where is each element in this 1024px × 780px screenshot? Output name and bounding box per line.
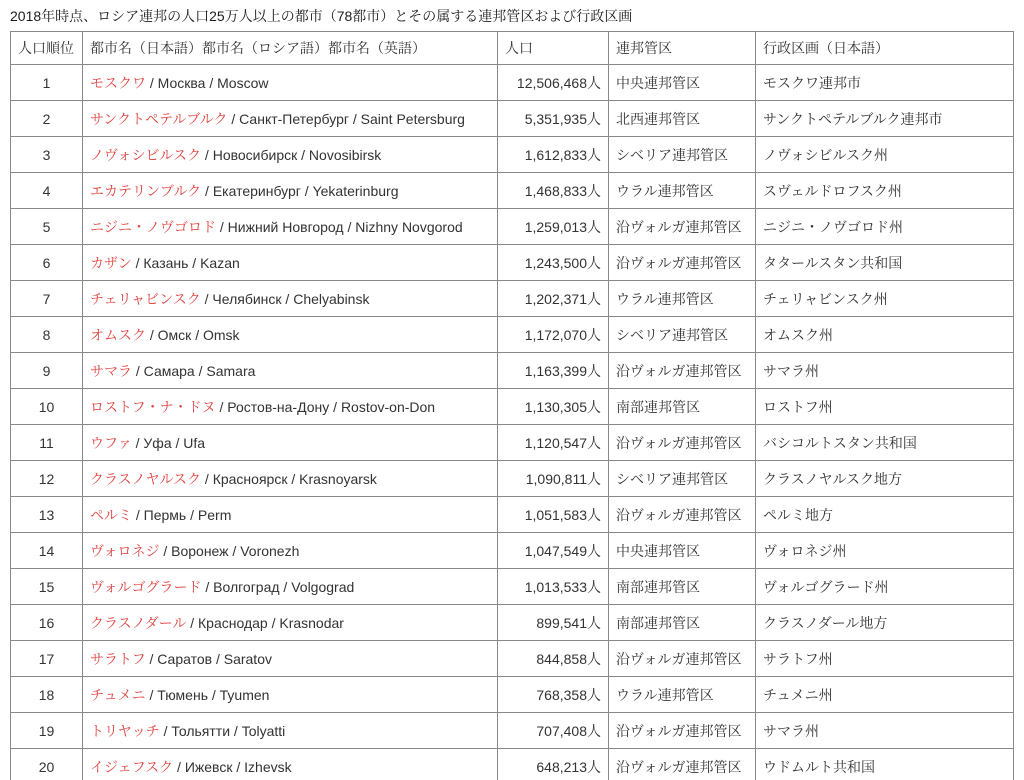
table-row bbox=[11, 713, 1014, 749]
city-name-en: Nizhny Novgorod bbox=[355, 218, 463, 235]
population-cell: 12,506,468人 bbox=[498, 65, 609, 101]
city-name-en: Chelyabinsk bbox=[293, 290, 370, 307]
admin-division-cell: ウドムルト共和国 bbox=[756, 749, 1014, 780]
city-cell bbox=[83, 533, 498, 569]
population-cell: 768,358人 bbox=[498, 677, 609, 713]
city-name-separator: / bbox=[173, 758, 185, 775]
city-name-separator: / bbox=[188, 254, 201, 271]
city-name-separator: / bbox=[207, 686, 220, 703]
population-cell: 1,051,583人 bbox=[498, 497, 609, 533]
city-cell bbox=[83, 569, 498, 605]
city-name-jp: ウファ bbox=[90, 434, 132, 451]
city-name-en: Ufa bbox=[183, 434, 206, 451]
population-cell: 1,172,070人 bbox=[498, 317, 609, 353]
city-name-jp: ニジニ・ノヴゴロド bbox=[90, 218, 216, 235]
city-name-ru: Уфа bbox=[143, 434, 172, 451]
admin-division-cell: チュメニ州 bbox=[756, 677, 1014, 713]
city-cell bbox=[83, 101, 498, 137]
table-row bbox=[11, 281, 1014, 317]
city-name-separator: / bbox=[281, 290, 294, 307]
population-cell: 1,202,371人 bbox=[498, 281, 609, 317]
city-name-separator: / bbox=[131, 254, 144, 271]
col-header-federal-district: 連邦管区 bbox=[609, 32, 756, 65]
city-cell bbox=[83, 605, 498, 641]
population-cell: 844,858人 bbox=[498, 641, 609, 677]
admin-division-cell: ペルミ地方 bbox=[756, 497, 1014, 533]
city-name-separator: / bbox=[279, 578, 292, 595]
city-name-ru: Самара bbox=[143, 362, 195, 379]
table-row bbox=[11, 533, 1014, 569]
city-name-separator: / bbox=[186, 506, 198, 523]
city-name-separator: / bbox=[212, 650, 224, 667]
rank-cell: 19 bbox=[11, 713, 83, 749]
admin-division-cell: オムスク州 bbox=[756, 317, 1014, 353]
table-row bbox=[11, 461, 1014, 497]
city-name-jp: ノヴォシビルスク bbox=[90, 146, 202, 163]
city-name-en: Moscow bbox=[217, 74, 269, 91]
rank-cell: 10 bbox=[11, 389, 83, 425]
city-name-separator: / bbox=[216, 218, 228, 235]
city-name-separator: / bbox=[267, 614, 280, 631]
city-name-jp: チェリャビンスク bbox=[90, 290, 201, 307]
federal-district-cell: 沿ヴォルガ連邦管区 bbox=[609, 425, 756, 461]
city-name-ru: Саратов bbox=[157, 650, 213, 667]
admin-division-cell: サンクトペテルブルク連邦市 bbox=[756, 101, 1014, 137]
city-name-ru: Санкт-Петербург bbox=[239, 110, 349, 127]
city-name-separator: / bbox=[200, 290, 213, 307]
admin-division-cell: ヴォルゴグラード州 bbox=[756, 569, 1014, 605]
city-name-separator: / bbox=[132, 506, 144, 523]
rank-cell: 4 bbox=[11, 173, 83, 209]
city-cell bbox=[83, 677, 498, 713]
admin-division-cell: サマラ州 bbox=[756, 713, 1014, 749]
federal-district-cell: シベリア連邦管区 bbox=[609, 317, 756, 353]
table-row bbox=[11, 353, 1014, 389]
city-name-jp: サマラ bbox=[90, 362, 132, 379]
city-name-en: Samara bbox=[206, 362, 256, 379]
admin-division-cell: スヴェルドロフスク州 bbox=[756, 173, 1014, 209]
city-name-ru: Москва bbox=[157, 74, 206, 91]
city-cell bbox=[83, 389, 498, 425]
table-row bbox=[11, 101, 1014, 137]
federal-district-cell: 沿ヴォルガ連邦管区 bbox=[609, 641, 756, 677]
admin-division-cell: ヴォロネジ州 bbox=[756, 533, 1014, 569]
rank-cell: 20 bbox=[11, 749, 83, 780]
city-name-separator: / bbox=[159, 542, 172, 559]
population-cell: 1,047,549人 bbox=[498, 533, 609, 569]
city-name-ru: Волгоград bbox=[213, 578, 280, 595]
population-cell: 899,541人 bbox=[498, 605, 609, 641]
federal-district-cell: 沿ヴォルガ連邦管区 bbox=[609, 749, 756, 780]
city-name-ru: Ростов-на-Дону bbox=[227, 398, 330, 415]
admin-division-cell: ノヴォシビルスク州 bbox=[756, 137, 1014, 173]
population-cell: 1,468,833人 bbox=[498, 173, 609, 209]
city-name-separator: / bbox=[232, 758, 245, 775]
cities-table bbox=[10, 31, 1014, 780]
city-cell bbox=[83, 245, 498, 281]
city-name-ru: Пермь bbox=[143, 506, 187, 523]
federal-district-cell: 中央連邦管区 bbox=[609, 533, 756, 569]
federal-district-cell: ウラル連邦管区 bbox=[609, 677, 756, 713]
rank-cell: 1 bbox=[11, 65, 83, 101]
city-cell bbox=[83, 137, 498, 173]
city-name-separator: / bbox=[287, 470, 300, 487]
federal-district-cell: ウラル連邦管区 bbox=[609, 173, 756, 209]
city-cell bbox=[83, 209, 498, 245]
rank-cell: 9 bbox=[11, 353, 83, 389]
col-header-population: 人口 bbox=[498, 32, 609, 65]
rank-cell: 3 bbox=[11, 137, 83, 173]
city-name-separator: / bbox=[146, 74, 158, 91]
table-row bbox=[11, 749, 1014, 780]
city-cell bbox=[83, 749, 498, 780]
city-name-en: Volgograd bbox=[291, 578, 355, 595]
header-row bbox=[11, 32, 1014, 65]
population-cell: 707,408人 bbox=[498, 713, 609, 749]
city-name-en: Izhevsk bbox=[244, 758, 292, 775]
col-header-rank: 人口順位 bbox=[11, 32, 83, 65]
col-header-city: 都市名（日本語）都市名（ロシア語）都市名（英語） bbox=[83, 32, 498, 65]
city-name-ru: Омск bbox=[157, 326, 192, 343]
federal-district-cell: 沿ヴォルガ連邦管区 bbox=[609, 353, 756, 389]
city-name-separator: / bbox=[201, 146, 213, 163]
city-name-jp: サラトフ bbox=[90, 650, 146, 667]
admin-division-cell: ニジニ・ノヴゴロド州 bbox=[756, 209, 1014, 245]
federal-district-cell: ウラル連邦管区 bbox=[609, 281, 756, 317]
population-cell: 1,163,399人 bbox=[498, 353, 609, 389]
page-title: 2018年時点、ロシア連邦の人口25万人以上の都市（78都市）とその属する連邦管区および行政区画 bbox=[10, 8, 633, 24]
table-row bbox=[11, 497, 1014, 533]
city-name-en: Tolyatti bbox=[241, 722, 286, 739]
city-cell bbox=[83, 497, 498, 533]
city-name-ru: Ижевск bbox=[184, 758, 233, 775]
rank-cell: 5 bbox=[11, 209, 83, 245]
city-name-en: Saratov bbox=[223, 650, 272, 667]
city-name-jp: オムスク bbox=[90, 326, 146, 343]
city-name-jp: サンクトペテルブルク bbox=[90, 110, 228, 127]
city-cell bbox=[83, 641, 498, 677]
rank-cell: 13 bbox=[11, 497, 83, 533]
city-name-separator: / bbox=[227, 110, 240, 127]
federal-district-cell: 沿ヴォルガ連邦管区 bbox=[609, 713, 756, 749]
rank-cell: 14 bbox=[11, 533, 83, 569]
city-name-separator: / bbox=[191, 326, 203, 343]
rank-cell: 17 bbox=[11, 641, 83, 677]
city-name-separator: / bbox=[171, 434, 184, 451]
admin-division-cell: バシコルトスタン共和国 bbox=[756, 425, 1014, 461]
city-name-ru: Краснодар bbox=[198, 614, 268, 631]
admin-division-cell: クラスノダール地方 bbox=[756, 605, 1014, 641]
city-name-en: Novosibirsk bbox=[308, 146, 382, 163]
city-cell bbox=[83, 353, 498, 389]
city-name-en: Perm bbox=[197, 506, 232, 523]
table-row bbox=[11, 677, 1014, 713]
city-name-jp: チュメニ bbox=[90, 686, 146, 703]
city-name-jp: イジェフスク bbox=[90, 758, 174, 775]
city-name-separator: / bbox=[230, 722, 242, 739]
city-cell bbox=[83, 461, 498, 497]
city-name-separator: / bbox=[131, 434, 144, 451]
federal-district-cell: 沿ヴォルガ連邦管区 bbox=[609, 209, 756, 245]
city-name-separator: / bbox=[205, 74, 218, 91]
population-cell: 1,259,013人 bbox=[498, 209, 609, 245]
city-cell bbox=[83, 65, 498, 101]
city-name-jp: クラスノヤルスク bbox=[90, 470, 202, 487]
federal-district-cell: 中央連邦管区 bbox=[609, 65, 756, 101]
table-row bbox=[11, 209, 1014, 245]
city-name-separator: / bbox=[145, 686, 158, 703]
city-name-jp: トリヤッチ bbox=[90, 722, 160, 739]
table-row bbox=[11, 317, 1014, 353]
city-name-en: Tyumen bbox=[219, 686, 270, 703]
city-name-jp: ヴォロネジ bbox=[90, 542, 160, 559]
city-name-jp: ロストフ・ナ・ドヌ bbox=[90, 398, 216, 415]
city-name-separator: / bbox=[329, 398, 341, 415]
city-name-jp: ヴォルゴグラード bbox=[90, 578, 202, 595]
city-name-en: Omsk bbox=[202, 326, 240, 343]
city-name-separator: / bbox=[194, 362, 207, 379]
city-name-separator: / bbox=[186, 614, 198, 631]
rank-cell: 6 bbox=[11, 245, 83, 281]
population-cell: 5,351,935人 bbox=[498, 101, 609, 137]
city-name-jp: カザン bbox=[90, 254, 132, 271]
city-name-separator: / bbox=[348, 110, 361, 127]
city-name-ru: Новосибирск bbox=[212, 146, 298, 163]
city-name-en: Yekaterinburg bbox=[312, 182, 399, 199]
rank-cell: 11 bbox=[11, 425, 83, 461]
table-row bbox=[11, 425, 1014, 461]
federal-district-cell: 沿ヴォルガ連邦管区 bbox=[609, 497, 756, 533]
city-name-ru: Воронеж bbox=[171, 542, 229, 559]
rank-cell: 7 bbox=[11, 281, 83, 317]
city-name-en: Voronezh bbox=[240, 542, 300, 559]
rank-cell: 12 bbox=[11, 461, 83, 497]
table-row bbox=[11, 137, 1014, 173]
federal-district-cell: シベリア連邦管区 bbox=[609, 461, 756, 497]
city-name-ru: Нижний Новгород bbox=[227, 218, 344, 235]
population-cell: 1,130,305人 bbox=[498, 389, 609, 425]
population-cell: 1,120,547人 bbox=[498, 425, 609, 461]
city-name-ru: Красноярск bbox=[212, 470, 288, 487]
admin-division-cell: ロストフ州 bbox=[756, 389, 1014, 425]
table-row bbox=[11, 569, 1014, 605]
table-row bbox=[11, 173, 1014, 209]
admin-division-cell: モスクワ連邦市 bbox=[756, 65, 1014, 101]
city-name-ru: Екатеринбург bbox=[212, 182, 301, 199]
table-row bbox=[11, 389, 1014, 425]
population-cell: 1,612,833人 bbox=[498, 137, 609, 173]
rank-cell: 15 bbox=[11, 569, 83, 605]
federal-district-cell: 南部連邦管区 bbox=[609, 605, 756, 641]
col-header-admin-division: 行政区画（日本語） bbox=[756, 32, 1014, 65]
city-name-separator: / bbox=[132, 362, 144, 379]
city-cell bbox=[83, 281, 498, 317]
city-name-en: Saint Petersburg bbox=[360, 110, 465, 127]
rank-cell: 8 bbox=[11, 317, 83, 353]
city-cell bbox=[83, 173, 498, 209]
federal-district-cell: 南部連邦管区 bbox=[609, 569, 756, 605]
city-cell bbox=[83, 713, 498, 749]
admin-division-cell: クラスノヤルスク地方 bbox=[756, 461, 1014, 497]
city-name-en: Rostov-on-Don bbox=[340, 398, 436, 415]
city-name-jp: エカテリンブルク bbox=[90, 182, 202, 199]
federal-district-cell: シベリア連邦管区 bbox=[609, 137, 756, 173]
admin-division-cell: チェリャビンスク州 bbox=[756, 281, 1014, 317]
federal-district-cell: 沿ヴォルガ連邦管区 bbox=[609, 245, 756, 281]
rank-cell: 16 bbox=[11, 605, 83, 641]
city-table-body bbox=[11, 65, 1014, 780]
admin-division-cell: タタールスタン共和国 bbox=[756, 245, 1014, 281]
table-row bbox=[11, 65, 1014, 101]
population-cell: 648,213人 bbox=[498, 749, 609, 780]
admin-division-cell: サラトフ州 bbox=[756, 641, 1014, 677]
city-cell bbox=[83, 425, 498, 461]
table-row bbox=[11, 605, 1014, 641]
federal-district-cell: 南部連邦管区 bbox=[609, 389, 756, 425]
admin-division-cell: サマラ州 bbox=[756, 353, 1014, 389]
city-name-ru: Челябинск bbox=[212, 290, 282, 307]
city-name-ru: Тюмень bbox=[157, 686, 208, 703]
rank-cell: 18 bbox=[11, 677, 83, 713]
population-cell: 1,090,811人 bbox=[498, 461, 609, 497]
city-name-separator: / bbox=[159, 722, 172, 739]
city-name-separator: / bbox=[201, 470, 213, 487]
city-name-separator: / bbox=[201, 182, 213, 199]
city-name-separator: / bbox=[145, 650, 158, 667]
city-name-en: Krasnodar bbox=[279, 614, 344, 631]
federal-district-cell: 北西連邦管区 bbox=[609, 101, 756, 137]
population-cell: 1,013,533人 bbox=[498, 569, 609, 605]
city-name-separator: / bbox=[228, 542, 241, 559]
city-cell bbox=[83, 317, 498, 353]
city-name-ru: Казань bbox=[143, 254, 189, 271]
city-name-separator: / bbox=[297, 146, 309, 163]
city-name-jp: クラスノダール bbox=[90, 614, 187, 631]
city-name-en: Krasnoyarsk bbox=[299, 470, 377, 487]
city-name-jp: ペルミ bbox=[90, 506, 132, 523]
city-name-separator: / bbox=[215, 398, 228, 415]
city-name-ru: Тольятти bbox=[171, 722, 231, 739]
city-name-separator: / bbox=[343, 218, 356, 235]
rank-cell: 2 bbox=[11, 101, 83, 137]
table-row bbox=[11, 245, 1014, 281]
city-name-en: Kazan bbox=[200, 254, 240, 271]
city-name-separator: / bbox=[201, 578, 214, 595]
city-name-separator: / bbox=[300, 182, 313, 199]
population-cell: 1,243,500人 bbox=[498, 245, 609, 281]
city-name-jp: モスクワ bbox=[90, 74, 146, 91]
table-row bbox=[11, 641, 1014, 677]
city-name-separator: / bbox=[146, 326, 158, 343]
